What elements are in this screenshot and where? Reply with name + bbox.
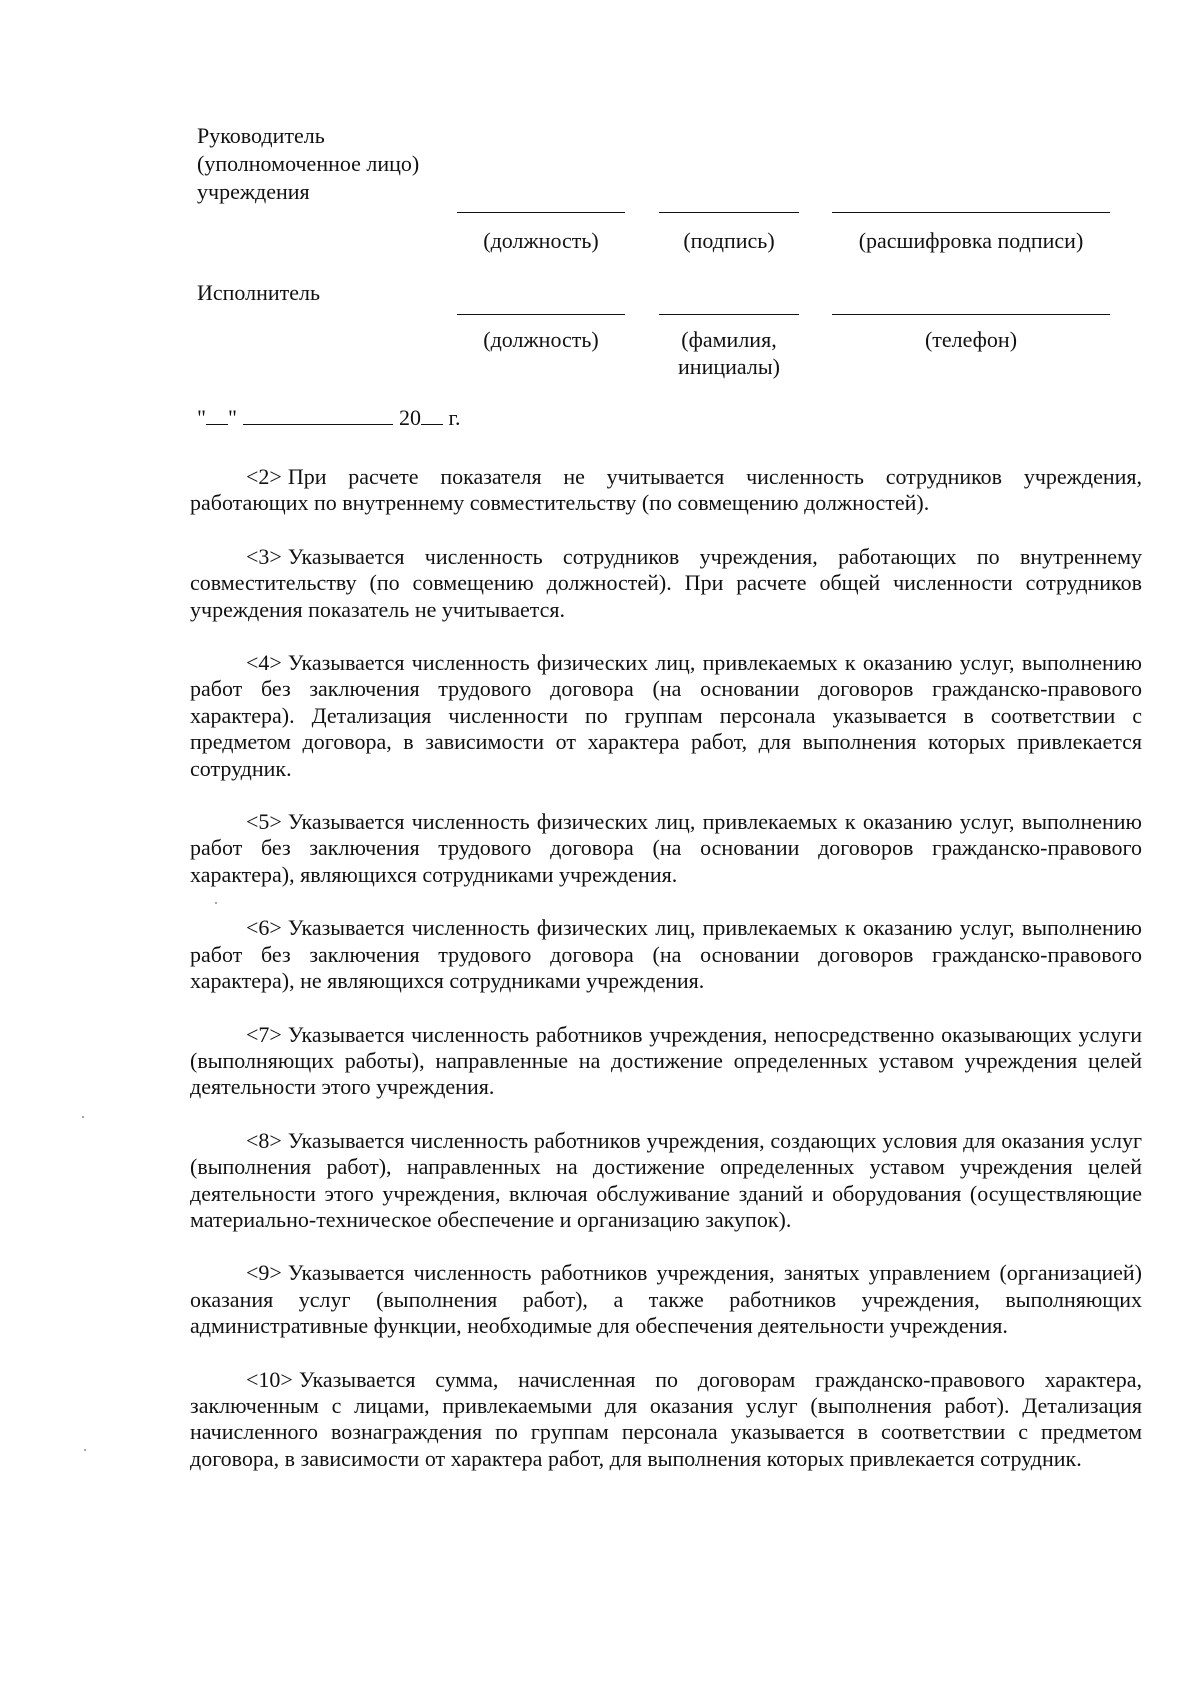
footnote-text: Указывается численность работников учреждения, непосредственно оказывающих услуги (выполняющих работы), направленные на достижение определенных уставом учреждения целей деятельности этого учреждения. <box>190 1021 1142 1100</box>
year-prefix: 20 <box>398 405 421 430</box>
footnote-8 <box>190 1128 1142 1234</box>
date-quote-open: " <box>197 405 206 430</box>
executor-phone-line <box>832 314 1110 315</box>
head-label-line: Руководитель <box>197 123 325 148</box>
footnote-mark: <10> <box>246 1366 293 1392</box>
footnote-7 <box>190 1022 1142 1101</box>
footnote-9 <box>190 1260 1142 1339</box>
year-blank <box>421 406 443 425</box>
day-blank <box>206 406 228 425</box>
executor-name-line <box>659 314 799 315</box>
head-label-line: учреждения <box>197 179 310 204</box>
footnote-mark: <6> <box>246 915 282 941</box>
executor-position-line <box>457 314 625 315</box>
year-suffix: г. <box>448 405 461 430</box>
footnote-5 <box>190 809 1142 888</box>
footnote-6 <box>190 915 1142 994</box>
executor-phone-caption: (телефон) <box>924 327 1018 352</box>
scan-speck <box>82 1116 84 1118</box>
footnote-mark: <4> <box>246 650 282 676</box>
footnote-mark: <7> <box>246 1021 282 1047</box>
footnote-text: Указывается численность физических лиц, привлекаемых к оказанию услуг, выполнению работ без заключения трудового договора (на основании договоров гражданско-правового характера), являющихся сотрудниками учреждения. <box>190 809 1142 887</box>
date-line <box>197 405 461 431</box>
head-decoding-line <box>832 212 1110 213</box>
head-signature-caption: (подпись) <box>683 228 775 253</box>
head-signature-line <box>659 212 799 213</box>
executor-position-caption: (должность) <box>483 327 599 352</box>
footnote-10 <box>190 1367 1142 1473</box>
footnote-mark: <5> <box>246 809 282 835</box>
footnote-mark: <8> <box>246 1127 282 1153</box>
scan-speck <box>84 1449 86 1451</box>
footnote-text: Указывается численность физических лиц, привлекаемых к оказанию услуг, выполнению работ без заключения трудового договора (на основании договоров гражданско-правового характера). Детализация численности по группам персонала указывается в соответствии с предметом договора, в зависимости от характера работ, для выполнения которых привлекается сотрудник. <box>190 650 1142 781</box>
footnote-text: Указывается сумма, начисленная по договорам гражданско-правового характера, заключенным с лицами, привлекаемыми для оказания услуг (выполнения работ). Детализация начисленного вознаграждения по группам персонала указывается в соответствии с предметом договора, в зависимости от характера работ, для выполнения которых привлекается сотрудник. <box>190 1366 1142 1471</box>
month-blank <box>243 406 393 425</box>
footnote-text: Указывается численность физических лиц, привлекаемых к оказанию услуг, выполнению работ без заключения трудового договора (на основании договоров гражданско-правового характера), не являющихся сотрудниками учреждения. <box>190 915 1142 994</box>
footnote-4 <box>190 650 1142 782</box>
footnotes <box>190 464 1142 1499</box>
footnote-text: Указывается численность работников учреждения, занятых управлением (организацией) оказания услуг (выполнения работ), а также работников учреждения, выполняющих административные функции, необходимые для обеспечения деятельности учреждения. <box>190 1260 1142 1339</box>
date-quote-close: " <box>227 405 237 430</box>
footnote-text: Указывается численность работников учреждения, создающих условия для оказания услуг (выполнения работ), направленных на достижение определенных уставом учреждения целей деятельности этого учреждения, включая обслуживание зданий и оборудования (осуществляющие материально-техническое обеспечение и организацию закупок). <box>190 1127 1142 1232</box>
head-decoding-caption: (расшифровка подписи) <box>858 228 1084 253</box>
footnote-text: При расчете показателя не учитывается численность сотрудников учреждения, работающих по внутреннему совместительству (по совмещению должностей). <box>190 464 1142 516</box>
footnote-2 <box>190 464 1142 517</box>
footnote-text: Указывается численность сотрудников учреждения, работающих по внутреннему совместительству (по совмещению должностей). При расчете общей численности сотрудников учреждения показатель не учитывается. <box>190 543 1142 622</box>
scan-speck <box>215 902 217 904</box>
footnote-mark: <9> <box>246 1260 282 1286</box>
footnote-mark: <2> <box>246 464 282 489</box>
executor-name-caption-2: инициалы) <box>678 354 780 379</box>
executor-name-caption: (фамилия, <box>681 327 777 352</box>
head-label <box>197 122 419 206</box>
head-label-line: (уполномоченное лицо) <box>197 151 420 176</box>
head-position-line <box>457 212 625 213</box>
head-position-caption: (должность) <box>483 228 599 253</box>
footnote-mark: <3> <box>246 543 282 569</box>
footnote-3 <box>190 544 1142 623</box>
executor-label: Исполнитель <box>197 280 321 305</box>
